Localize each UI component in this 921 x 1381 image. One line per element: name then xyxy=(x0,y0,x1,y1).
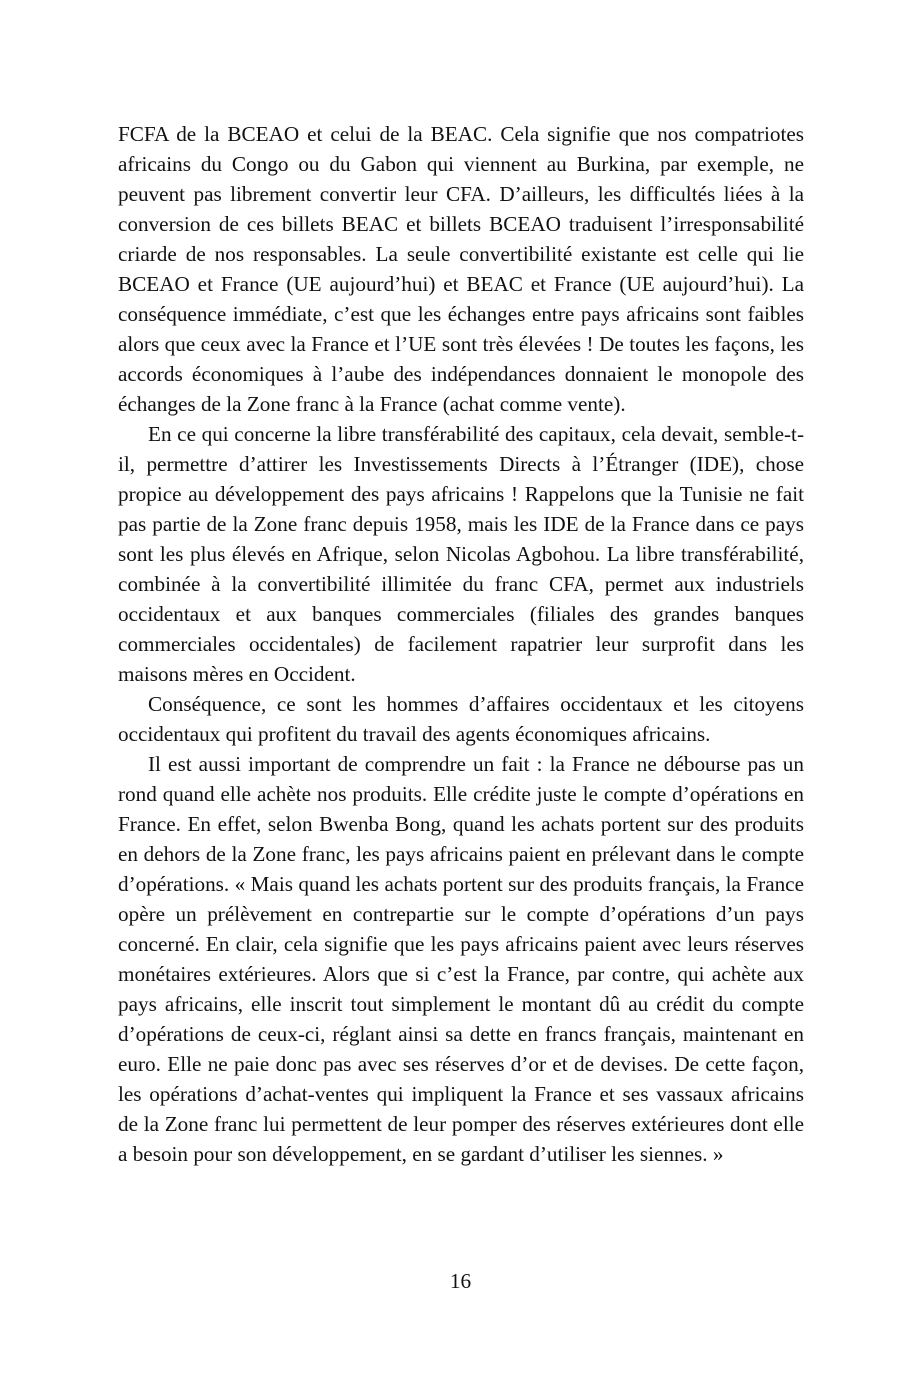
paragraph-4: Il est aussi important de comprendre un fait : la France ne débourse pas un rond quand elle achète nos produits. Elle crédite juste le compte d’opérations en France. En effet, selon Bwenba Bong, quand les achats portent sur des produits en dehors de la Zone franc, les pays africains paient en prélevant dans le compte d’opérations. « Mais quand les achats portent sur des produits français, la France opère un prélèvement en contrepartie sur le compte d’opérations d’un pays concerné. En clair, cela signifie que les pays africains paient avec leurs réserves monétaires extérieures. Alors que si c’est la France, par contre, qui achète aux pays africains, elle inscrit tout simplement le montant dû au crédit du compte d’opérations de ceux-ci, réglant ainsi sa dette en francs français, maintenant en euro. Elle ne paie donc pas avec ses réserves d’or et de devises. De cette façon, les opérations d’achat-ventes qui impliquent la France et ses vassaux africains de la Zone franc lui permettent de leur pomper des réserves extérieures dont elle a besoin pour son développement, en se gardant d’utiliser les siennes. » xyxy=(118,752,804,1166)
page-body xyxy=(118,119,804,1169)
paragraph-3: Conséquence, ce sont les hommes d’affaires occidentaux et les citoyens occidentaux qui profitent du travail des agents économiques africains. xyxy=(118,692,804,746)
paragraph-2: En ce qui concerne la libre transférabilité des capitaux, cela devait, semble-t-il, permettre d’attirer les Investissements Directs à l’Étranger (IDE), chose propice au développement des pays africains ! Rappelons que la Tunisie ne fait pas partie de la Zone franc depuis 1958, mais les IDE de la France dans ce pays sont les plus élevés en Afrique, selon Nicolas Agbohou. La libre transférabilité, combinée à la convertibilité illimitée du franc CFA, permet aux industriels occidentaux et aux banques commerciales (filiales des grandes banques commerciales occidentales) de facilement rapatrier leur surprofit dans les maisons mères en Occident. xyxy=(118,422,804,686)
page-number: 16 xyxy=(449,1269,472,1293)
paragraph-1: FCFA de la BCEAO et celui de la BEAC. Cela signifie que nos compatriotes africains du Congo ou du Gabon qui viennent au Burkina, par exemple, ne peuvent pas librement convertir leur CFA. D’ailleurs, les difficultés liées à la conversion de ces billets BEAC et billets BCEAO traduisent l’irresponsabilité criarde de nos responsables. La seule convertibilité existante est celle qui lie BCEAO et France (UE aujourd’hui) et BEAC et France (UE aujourd’hui). La conséquence immédiate, c’est que les échanges entre pays africains sont faibles alors que ceux avec la France et l’UE sont très élevées ! De toutes les façons, les accords économiques à l’aube des indépendances donnaient le monopole des échanges de la Zone franc à la France (achat comme vente). xyxy=(118,122,804,416)
